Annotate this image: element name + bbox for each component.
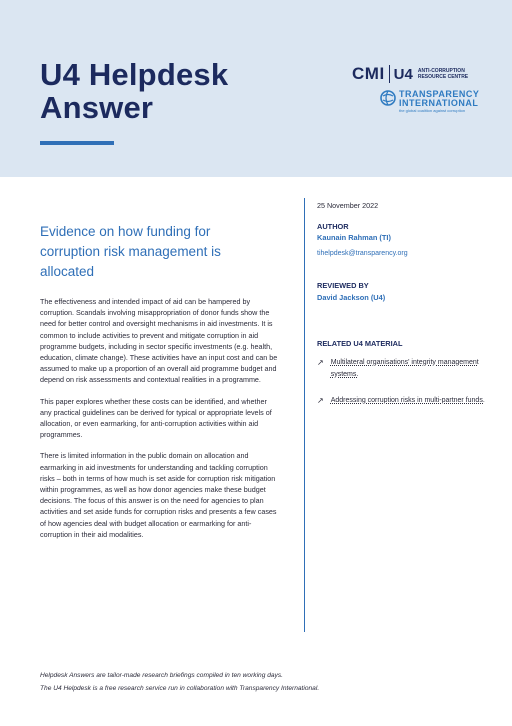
author-label: AUTHOR <box>317 222 349 231</box>
summary-paragraph: The effectiveness and intended impact of aid can be hampered by corruption. Scandals involving misappropriation of donor funds show the need for better control and oversight mechanisms in aid investments. It is common to include activities to prevent and mitigate corruption in aid programme budgets, including in sector specific investments (e.g. health, education, climate change). These activities have an input cost and can be assumed to make up a proportion of an overall aid programme budget and depend on risk assessments and contextual realities in a programme. <box>40 297 278 385</box>
u4-logo-text: U4 <box>393 65 413 83</box>
footer-line-1: Helpdesk Answers are tailor-made research briefings compiled in ten working days. <box>40 672 283 679</box>
header-banner <box>0 0 512 177</box>
ti-globe-icon <box>380 90 396 106</box>
arrow-up-right-icon: ↗ <box>317 396 324 405</box>
author-email-link[interactable]: tihelpdesk@transparency.org <box>317 250 408 257</box>
title-underline <box>40 141 114 145</box>
related-material-label: RELATED U4 MATERIAL <box>317 339 403 348</box>
summary-body <box>40 296 280 550</box>
u4-logo-subtitle <box>418 68 468 80</box>
related-item[interactable] <box>317 395 497 407</box>
footer-note <box>40 670 480 695</box>
related-link[interactable]: Addressing corruption risks in multi-partner funds. <box>330 397 485 404</box>
summary-paragraph: This paper explores whether these costs can be identified, and whether any practical guidelines can be derived for typical or appropriate levels of allocation, or even earmarking, for anti-corruption activities within aid programmes. <box>40 396 272 440</box>
related-link[interactable]: Multilateral organisations' integrity management systems. <box>330 359 479 378</box>
cmi-u4-logo <box>352 64 468 84</box>
related-item[interactable] <box>317 357 497 381</box>
publication-date: 25 November 2022 <box>317 201 379 210</box>
u4-sub-line-1: ANTI-CORRUPTION <box>417 68 465 74</box>
arrow-up-right-icon: ↗ <box>317 358 324 367</box>
answer-title: Evidence on how funding for corruption risk management is allocated <box>40 224 221 279</box>
ti-line-1: TRANSPARENCY <box>399 89 480 99</box>
title-line-2: Answer <box>40 90 154 125</box>
summary-paragraph: There is limited information in the public domain on allocation and earmarking in aid investments for understanding and tackling corruption risks – both in terms of how much is set aside for corruption risk mitigation within programmes, as well as how donor agencies make these budget decisions. The focus of this answer is on the need for agencies to plan activities and set aside funds for corruption risks and presents a few cases of how agencies deal with budget allocation or earmarking for anti-corruption in their aid modalities. <box>40 451 277 539</box>
title-line-1: U4 Helpdesk <box>40 57 229 92</box>
reviewed-by-label: REVIEWED BY <box>317 281 369 290</box>
author-name: Kaunain Rahman (TI) <box>317 233 391 242</box>
ti-logo-text <box>399 90 479 114</box>
u4-sub-line-2: RESOURCE CENTRE <box>417 74 469 80</box>
logo-divider <box>389 65 390 83</box>
footer-line-2: The U4 Helpdesk is a free research service run in collaboration with Transparency International. <box>40 684 320 692</box>
page-title <box>40 58 228 124</box>
transparency-international-logo <box>380 90 479 114</box>
ti-tagline: the global coalition against corruption <box>399 108 466 113</box>
reviewer-name: David Jackson (U4) <box>317 293 386 302</box>
cmi-logo-text: CMI <box>352 64 385 83</box>
sidebar-divider <box>304 198 305 632</box>
ti-line-2: INTERNATIONAL <box>399 98 479 108</box>
